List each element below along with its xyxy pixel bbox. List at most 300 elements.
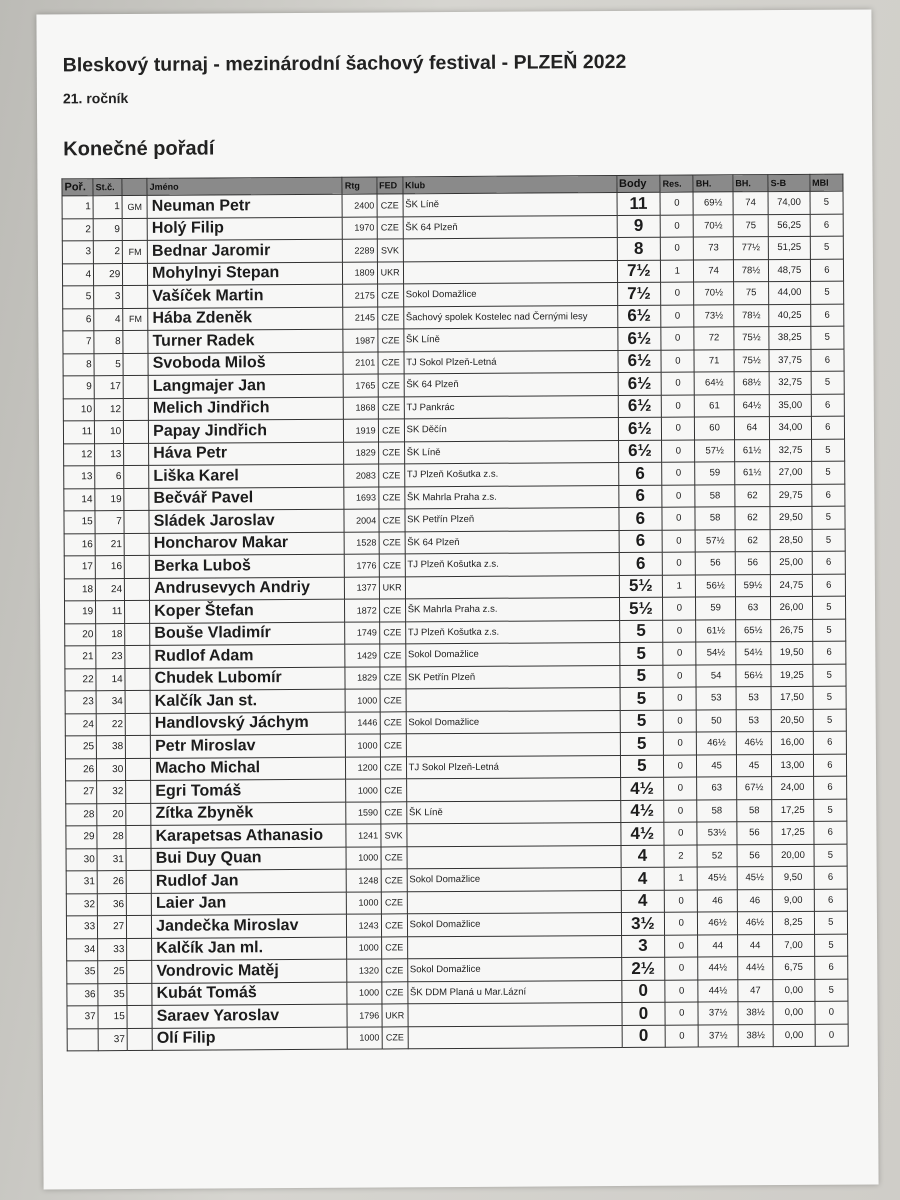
row-rank: 24	[65, 713, 96, 736]
row-result: 1	[661, 260, 694, 283]
row-rating: 1429	[345, 644, 379, 667]
row-club: TJ Plzeň Košutka z.s.	[405, 553, 619, 577]
row-result: 0	[663, 687, 696, 710]
row-sonneborn-berger: 9,00	[772, 889, 814, 912]
row-club: ŠK Líně	[404, 440, 618, 464]
row-sonneborn-berger: 17,50	[771, 686, 813, 709]
row-start-number: 1	[93, 196, 122, 219]
row-rank: 7	[63, 331, 94, 354]
row-result: 0	[660, 192, 693, 215]
row-points: 0	[622, 1025, 666, 1048]
row-player-name: Sládek Jaroslav	[149, 509, 344, 533]
row-club: Sokol Domažlice	[403, 283, 617, 307]
row-buchholz: 61½	[735, 462, 770, 485]
row-rank: 28	[66, 803, 97, 826]
section-heading: Konečné pořadí	[63, 137, 215, 161]
row-title	[127, 938, 152, 961]
row-club: Sokol Domažlice	[406, 710, 620, 734]
row-start-number: 14	[96, 668, 125, 691]
header-mbl: MBl	[810, 174, 843, 191]
standings-table	[61, 174, 848, 1052]
row-result: 0	[664, 822, 697, 845]
row-buchholz-cut: 70½	[694, 214, 734, 237]
row-mbl: 5	[812, 529, 845, 552]
row-title	[125, 668, 150, 691]
row-start-number: 31	[97, 848, 126, 871]
row-rank: 16	[64, 533, 95, 556]
row-result: 0	[663, 710, 696, 733]
row-club: TJ Sokol Plzeň-Letná	[406, 755, 620, 779]
row-buchholz-cut: 72	[694, 327, 734, 350]
row-sonneborn-berger: 29,50	[770, 506, 812, 529]
row-start-number: 17	[94, 376, 123, 399]
row-federation: CZE	[378, 441, 404, 464]
row-start-number: 6	[95, 466, 124, 489]
row-buchholz-cut: 37½	[698, 1002, 738, 1025]
row-result: 0	[663, 642, 696, 665]
row-result: 0	[661, 350, 694, 373]
row-buchholz: 53	[736, 709, 771, 732]
row-start-number: 19	[95, 488, 124, 511]
row-start-number: 26	[97, 871, 126, 894]
row-buchholz: 38½	[738, 1002, 773, 1025]
row-buchholz-cut: 53½	[697, 822, 737, 845]
row-start-number: 3	[94, 286, 123, 309]
row-rank: 27	[66, 781, 97, 804]
row-buchholz-cut: 57½	[695, 439, 735, 462]
row-buchholz: 62	[735, 484, 770, 507]
document-title: Bleskový turnaj - mezinárodní šachový festival - PLZEŇ 2022	[62, 50, 627, 77]
row-buchholz: 65½	[735, 619, 770, 642]
row-start-number: 23	[96, 646, 125, 669]
row-buchholz: 63	[735, 597, 770, 620]
row-buchholz-cut: 63	[697, 777, 737, 800]
row-mbl: 6	[810, 259, 843, 282]
row-points: 4	[621, 890, 665, 913]
row-start-number: 28	[97, 826, 126, 849]
row-points: 6½	[618, 440, 662, 463]
row-title	[127, 893, 152, 916]
row-title: FM	[123, 308, 148, 331]
row-buchholz-cut: 61	[695, 394, 735, 417]
row-federation: CZE	[379, 644, 405, 667]
row-rank: 36	[67, 983, 98, 1006]
row-buchholz-cut: 70½	[694, 282, 734, 305]
row-title	[127, 1005, 152, 1028]
row-player-name: Berka Luboš	[149, 554, 344, 578]
row-federation: CZE	[377, 216, 403, 239]
row-player-name: Kalčík Jan ml.	[152, 937, 347, 961]
row-buchholz: 58	[737, 799, 772, 822]
row-player-name: Háva Petr	[149, 442, 344, 466]
table-row	[67, 1024, 848, 1051]
row-club: ŠK Líně	[406, 800, 620, 824]
row-federation: CZE	[379, 509, 405, 532]
row-rating: 1000	[346, 846, 380, 869]
row-player-name: Olí Filip	[152, 1027, 347, 1051]
row-federation: CZE	[378, 396, 404, 419]
row-player-name: Andrusevych Andriy	[150, 577, 345, 601]
row-federation: CZE	[377, 194, 403, 217]
row-mbl: 5	[811, 371, 844, 394]
row-buchholz: 78½	[733, 259, 768, 282]
row-title	[125, 645, 150, 668]
paper-sheet	[36, 9, 878, 1189]
row-rank: 26	[65, 758, 96, 781]
row-start-number: 11	[96, 601, 125, 624]
row-buchholz: 59½	[735, 574, 770, 597]
row-points: 8	[617, 237, 661, 260]
row-mbl: 6	[811, 416, 844, 439]
row-title	[125, 578, 150, 601]
row-federation: SVK	[381, 824, 407, 847]
row-club: TJ Plzeň Košutka z.s.	[404, 463, 618, 487]
row-buchholz: 46½	[736, 732, 771, 755]
row-buchholz-cut: 60	[695, 417, 735, 440]
row-title	[126, 758, 151, 781]
row-club: ŠK 64 Plzeň	[403, 215, 617, 239]
row-points: 9	[617, 215, 661, 238]
row-result: 0	[661, 372, 694, 395]
row-points: 6½	[617, 327, 661, 350]
row-title	[124, 420, 149, 443]
row-points: 6½	[618, 395, 662, 418]
row-sonneborn-berger: 19,25	[771, 664, 813, 687]
row-buchholz-cut: 59	[695, 462, 735, 485]
row-buchholz: 75	[733, 282, 768, 305]
row-player-name: Turner Radek	[148, 329, 343, 353]
row-player-name: Bečvář Pavel	[149, 487, 344, 511]
row-result: 0	[662, 507, 695, 530]
row-points: 4½	[620, 800, 664, 823]
row-rating: 1970	[343, 216, 377, 239]
row-club: SK Petřín Plzeň	[406, 665, 620, 689]
row-player-name: Neuman Petr	[147, 194, 342, 218]
row-player-name: Zítka Zbyněk	[151, 802, 346, 826]
row-result: 0	[662, 485, 695, 508]
row-points: 5	[619, 620, 663, 643]
row-rating: 2101	[343, 351, 377, 374]
row-buchholz-cut: 50	[697, 709, 737, 732]
row-title	[126, 803, 151, 826]
row-buchholz: 75	[733, 214, 768, 237]
row-result: 0	[664, 800, 697, 823]
row-federation: CZE	[380, 779, 406, 802]
row-rating: 2145	[343, 306, 377, 329]
row-club: ŠK 64 Plzeň	[405, 530, 619, 554]
header-name: Jméno	[147, 177, 342, 195]
row-title	[124, 443, 149, 466]
row-federation: CZE	[381, 891, 407, 914]
row-federation: UKR	[382, 1004, 408, 1027]
row-federation: CZE	[378, 374, 404, 397]
row-club: SK Děčín	[404, 418, 618, 442]
row-mbl: 6	[812, 574, 845, 597]
row-mbl: 6	[813, 731, 846, 754]
row-sonneborn-berger: 51,25	[768, 236, 810, 259]
row-rank: 21	[65, 646, 96, 669]
row-buchholz-cut: 52	[697, 844, 737, 867]
row-points: 6½	[618, 417, 662, 440]
row-federation: CZE	[377, 284, 403, 307]
row-mbl: 6	[810, 304, 843, 327]
row-rank: 1	[62, 196, 93, 219]
row-points: 4½	[620, 777, 664, 800]
row-buchholz: 75½	[734, 349, 769, 372]
row-buchholz-cut: 71	[694, 349, 734, 372]
row-sonneborn-berger: 32,75	[770, 439, 812, 462]
row-points: 5	[620, 687, 664, 710]
row-start-number: 5	[94, 353, 123, 376]
row-buchholz-cut: 69½	[693, 192, 733, 215]
row-mbl: 5	[814, 911, 847, 934]
row-points: 5	[620, 755, 664, 778]
row-result: 1	[663, 575, 696, 598]
row-rating: 1241	[346, 824, 380, 847]
row-federation: CZE	[380, 689, 406, 712]
row-rank: 23	[65, 691, 96, 714]
row-title	[124, 465, 149, 488]
row-club: TJ Plzeň Košutka z.s.	[405, 620, 619, 644]
row-points: 7½	[617, 260, 661, 283]
row-rating: 1200	[346, 756, 380, 779]
row-federation: CZE	[381, 959, 407, 982]
row-sonneborn-berger: 26,75	[771, 619, 813, 642]
row-title	[123, 375, 148, 398]
row-start-number: 20	[97, 803, 126, 826]
row-mbl: 6	[811, 394, 844, 417]
row-result: 0	[661, 395, 694, 418]
row-rating: 1320	[347, 959, 381, 982]
row-sonneborn-berger: 28,50	[770, 529, 812, 552]
row-buchholz: 44½	[738, 957, 773, 980]
row-rating: 1868	[344, 396, 378, 419]
row-start-number: 15	[98, 1006, 127, 1029]
row-sonneborn-berger: 44,00	[769, 281, 811, 304]
row-mbl: 0	[815, 1024, 848, 1047]
header-buchholz-cut: BH.	[693, 175, 733, 192]
row-start-number: 10	[95, 421, 124, 444]
row-rating: 1809	[343, 261, 377, 284]
row-player-name: Bui Duy Quan	[151, 847, 346, 871]
row-buchholz-cut: 56	[696, 552, 736, 575]
row-player-name: Vondrovic Matěj	[152, 959, 347, 983]
row-buchholz-cut: 44½	[698, 957, 738, 980]
row-result: 0	[663, 620, 696, 643]
header-title	[122, 178, 147, 195]
row-mbl: 5	[811, 439, 844, 462]
row-sonneborn-berger: 8,25	[773, 911, 815, 934]
row-sonneborn-berger: 37,75	[769, 349, 811, 372]
row-rating: 1000	[348, 1026, 382, 1049]
row-title	[125, 623, 150, 646]
row-federation: SVK	[377, 239, 403, 262]
row-rank: 22	[65, 668, 96, 691]
row-club: Sokol Domažlice	[407, 913, 621, 937]
row-result: 0	[662, 462, 695, 485]
row-rating: 1590	[346, 801, 380, 824]
row-mbl: 6	[814, 821, 847, 844]
row-points: 4½	[620, 822, 664, 845]
row-start-number: 27	[98, 916, 127, 939]
row-title	[125, 600, 150, 623]
row-federation: CZE	[377, 306, 403, 329]
row-rank: 15	[64, 511, 95, 534]
row-rank: 35	[67, 961, 98, 984]
row-player-name: Hába Zdeněk	[148, 307, 343, 331]
row-points: 0	[622, 1002, 666, 1025]
row-rank: 18	[64, 578, 95, 601]
row-points: 11	[617, 192, 661, 215]
row-points: 6	[619, 552, 663, 575]
row-sonneborn-berger: 17,25	[772, 799, 814, 822]
row-start-number: 21	[95, 533, 124, 556]
row-start-number: 2	[93, 241, 122, 264]
row-federation: UKR	[379, 576, 405, 599]
row-title	[124, 555, 149, 578]
row-player-name: Petr Miroslav	[150, 734, 345, 758]
header-rank: Poř.	[62, 179, 93, 196]
row-start-number: 33	[98, 938, 127, 961]
row-points: 7½	[617, 282, 661, 305]
row-rating: 1377	[345, 576, 379, 599]
row-rank: 2	[62, 218, 93, 241]
row-result: 0	[664, 890, 697, 913]
row-rating: 1749	[345, 621, 379, 644]
row-title: FM	[123, 240, 148, 263]
row-buchholz: 56	[737, 822, 772, 845]
row-sonneborn-berger: 25,00	[770, 551, 812, 574]
row-rank: 14	[64, 488, 95, 511]
row-rating: 1000	[345, 689, 379, 712]
row-club: SK Petřín Plzeň	[405, 508, 619, 532]
row-result: 0	[663, 597, 696, 620]
row-club: Sokol Domažlice	[407, 868, 621, 892]
row-rank: 13	[64, 466, 95, 489]
row-sonneborn-berger: 0,00	[773, 979, 815, 1002]
row-player-name: Karapetsas Athanasio	[151, 824, 346, 848]
row-club: ŠK Líně	[403, 193, 617, 217]
row-rating: 1000	[347, 981, 381, 1004]
row-sonneborn-berger: 40,25	[769, 304, 811, 327]
row-rating: 2083	[344, 464, 378, 487]
row-start-number: 36	[97, 893, 126, 916]
header-federation: FED	[377, 177, 403, 194]
row-player-name: Papay Jindřich	[149, 419, 344, 443]
row-federation: CZE	[379, 621, 405, 644]
row-sonneborn-berger: 13,00	[772, 754, 814, 777]
row-buchholz-cut: 45	[697, 754, 737, 777]
row-club	[403, 260, 617, 284]
row-title	[127, 1028, 152, 1051]
row-result: 0	[664, 755, 697, 778]
row-result: 0	[665, 957, 698, 980]
row-rating: 1528	[344, 531, 378, 554]
row-start-number: 13	[95, 443, 124, 466]
row-buchholz-cut: 61½	[696, 619, 736, 642]
row-player-name: Bouše Vladimír	[150, 622, 345, 646]
row-start-number: 38	[96, 736, 125, 759]
row-mbl: 6	[813, 754, 846, 777]
row-sonneborn-berger: 56,25	[768, 214, 810, 237]
row-mbl: 5	[810, 281, 843, 304]
row-federation: CZE	[382, 981, 408, 1004]
row-rank: 34	[67, 938, 98, 961]
row-buchholz: 38½	[738, 1024, 773, 1047]
row-buchholz-cut: 73	[694, 237, 734, 260]
row-start-number: 35	[98, 983, 127, 1006]
row-buchholz: 46½	[737, 912, 772, 935]
row-player-name: Jandečka Miroslav	[152, 914, 347, 938]
row-points: 6½	[618, 372, 662, 395]
row-club	[407, 935, 621, 959]
row-title	[123, 263, 148, 286]
row-club: ŠK DDM Planá u Mar.Lázní	[407, 980, 621, 1004]
row-rank: 6	[63, 308, 94, 331]
row-title	[127, 983, 152, 1006]
row-points: 5	[620, 732, 664, 755]
row-rating: 1919	[344, 419, 378, 442]
row-mbl: 5	[812, 596, 845, 619]
row-rating: 2175	[343, 284, 377, 307]
row-rank: 33	[66, 916, 97, 939]
header-rating: Rtg	[342, 177, 376, 194]
row-start-number: 8	[94, 331, 123, 354]
row-buchholz-cut: 58	[695, 507, 735, 530]
row-rank: 31	[66, 871, 97, 894]
row-title	[125, 690, 150, 713]
row-buchholz-cut: 46½	[698, 912, 738, 935]
row-mbl: 5	[812, 506, 845, 529]
row-federation: CZE	[380, 756, 406, 779]
row-sonneborn-berger: 24,00	[772, 776, 814, 799]
row-rating: 1000	[346, 734, 380, 757]
row-player-name: Macho Michal	[151, 757, 346, 781]
row-buchholz-cut: 54½	[696, 642, 736, 665]
row-club	[406, 733, 620, 757]
row-start-number: 29	[94, 263, 123, 286]
row-start-number: 12	[94, 398, 123, 421]
row-rank: 32	[66, 893, 97, 916]
row-club: Sokol Domažlice	[407, 958, 621, 982]
row-club: Šachový spolek Kostelec nad Černými lesy	[403, 305, 617, 329]
row-rating: 2400	[342, 194, 376, 217]
row-buchholz-cut: 46½	[697, 732, 737, 755]
row-buchholz: 44	[737, 934, 772, 957]
row-sonneborn-berger: 26,00	[771, 596, 813, 619]
row-federation: UKR	[377, 261, 403, 284]
row-title	[126, 735, 151, 758]
row-sonneborn-berger: 32,75	[769, 371, 811, 394]
row-federation: CZE	[382, 1026, 408, 1049]
row-title	[123, 353, 148, 376]
row-rating: 1000	[347, 936, 381, 959]
row-result: 0	[661, 282, 694, 305]
row-federation: CZE	[378, 329, 404, 352]
row-player-name: Rudlof Jan	[151, 869, 346, 893]
row-player-name: Saraev Yaroslav	[152, 1004, 347, 1028]
row-rating: 1829	[345, 666, 379, 689]
row-result: 0	[662, 440, 695, 463]
row-points: 4	[621, 845, 665, 868]
row-player-name: Melich Jindřich	[148, 397, 343, 421]
row-result: 0	[665, 980, 698, 1003]
row-mbl: 6	[814, 956, 847, 979]
row-sonneborn-berger: 20,00	[772, 844, 814, 867]
row-sonneborn-berger: 74,00	[768, 191, 810, 214]
row-mbl: 6	[811, 349, 844, 372]
row-club	[403, 238, 617, 262]
